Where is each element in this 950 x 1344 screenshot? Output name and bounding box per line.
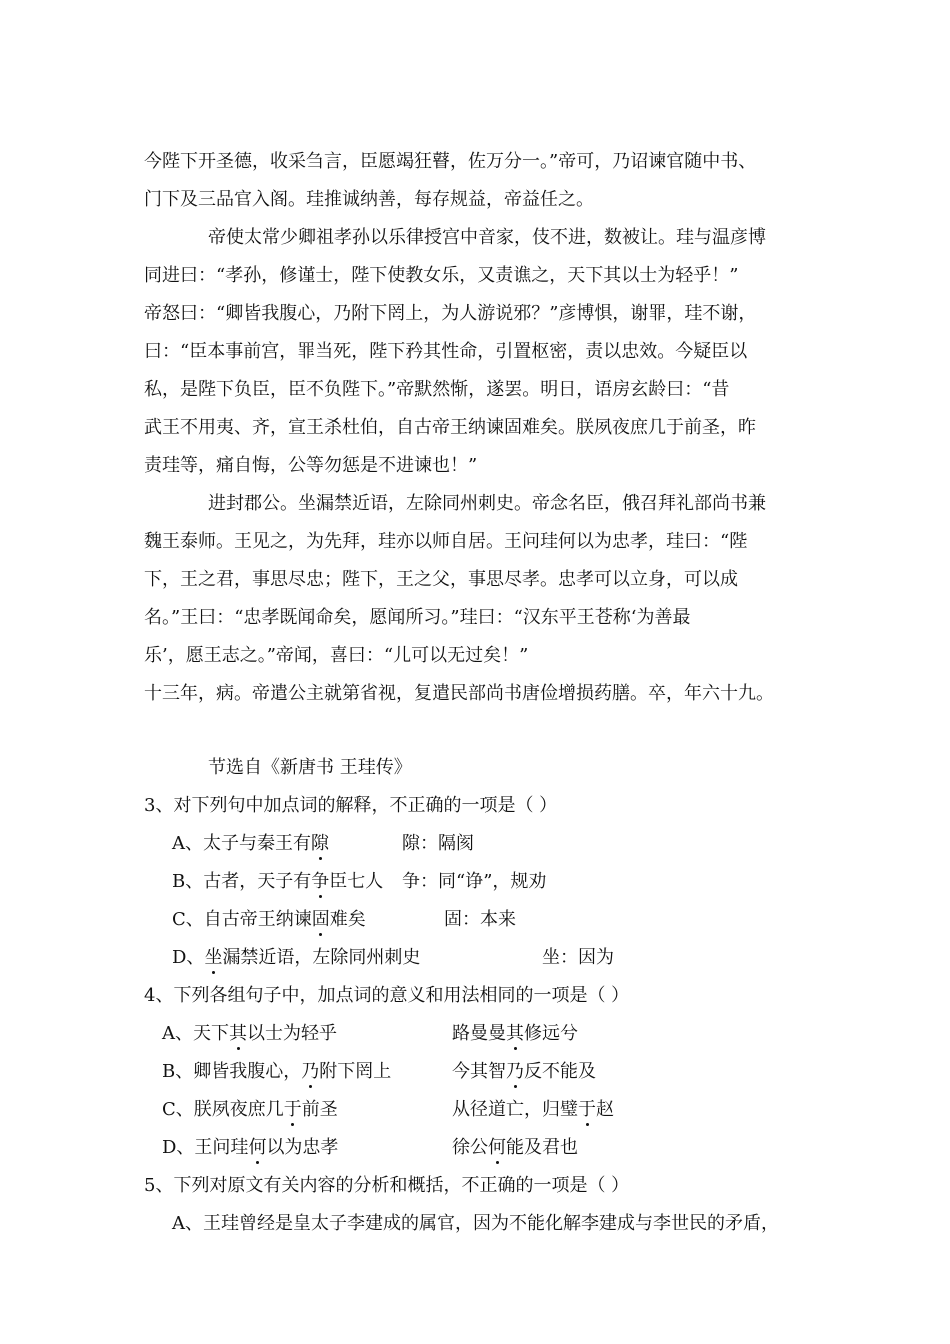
question-4-stem: 4、下列各组句子中，加点词的意义和用法相同的一项是（ ） xyxy=(144,985,630,1006)
q3-option-d xyxy=(172,946,420,970)
q3-option-b-gloss: 争：同“诤”，规劝 xyxy=(402,871,547,892)
q5-option-a: A、王珪曾经是皇太子李建成的属官，因为不能化解李建成与李世民的矛盾， xyxy=(172,1213,779,1234)
dotted-word: 乃 xyxy=(506,1061,524,1082)
passage-line: 武王不用夷、齐，宣王杀杜伯，自古帝王纳谏固难矣。朕夙夜庶几于前圣，昨 xyxy=(144,417,756,438)
dotted-word: 其 xyxy=(506,1023,524,1044)
option-text: 今其智 xyxy=(452,1061,506,1082)
option-text: 以士为轻乎 xyxy=(247,1023,337,1044)
passage-line: 帝怒曰：“卿皆我腹心，乃附下罔上，为人游说邪？”彦博惧，谢罪，珪不谢， xyxy=(144,303,757,324)
question-5-stem: 5、下列对原文有关内容的分析和概括，不正确的一项是（ ） xyxy=(144,1175,630,1196)
option-text: D、王问珪 xyxy=(162,1137,249,1158)
q4-option-d-left xyxy=(162,1136,338,1160)
q3-option-c xyxy=(172,908,366,932)
option-text: 臣七人 xyxy=(329,871,384,892)
q4-option-a-left xyxy=(162,1022,337,1046)
q3-option-c-gloss: 固：本来 xyxy=(444,909,516,930)
q4-option-a-right xyxy=(452,1022,578,1046)
q4-option-b-right xyxy=(452,1060,596,1084)
option-text: 前圣 xyxy=(301,1099,338,1120)
passage-line: 曰：“臣本事前宫，罪当死，陛下矜其性命，引置枢密，责以忠效。今疑臣以 xyxy=(144,341,748,362)
passage-line: 私，是陛下负臣，臣不负陛下。”帝默然惭，遂罢。明日，语房玄龄曰：“昔 xyxy=(144,379,730,400)
source-note: 节选自《新唐书 王珪传》 xyxy=(208,757,412,778)
option-text: 修远兮 xyxy=(524,1023,578,1044)
q3-option-d-gloss: 坐：因为 xyxy=(542,947,614,968)
option-text: 难矣 xyxy=(329,909,366,930)
dotted-word: 其 xyxy=(229,1023,247,1044)
option-text: D、 xyxy=(172,947,205,968)
q4-option-b-left xyxy=(162,1060,391,1084)
dotted-word: 于 xyxy=(283,1099,302,1120)
option-text: 漏禁近语，左除同州刺史 xyxy=(222,947,421,968)
passage-line: 同进曰：“孝孙，修谨士，陛下使教女乐，又责谯之，天下其以士为轻乎！” xyxy=(144,265,739,286)
option-text: A、太子与秦王有 xyxy=(172,833,311,854)
option-text: 路曼曼 xyxy=(452,1023,506,1044)
passage-line: 门下及三品官入阁。珪推诚纳善，每存规益，帝益任之。 xyxy=(144,189,594,210)
option-text: A、天下 xyxy=(162,1023,229,1044)
option-text: 反不能及 xyxy=(524,1061,596,1082)
passage-line: 今陛下开圣德，收采刍言，臣愿竭狂瞽，佐万分一。”帝可，乃诏谏官随中书、 xyxy=(144,151,757,172)
option-text: 徐公 xyxy=(452,1137,488,1158)
q3-option-a xyxy=(172,832,329,856)
passage-line: 下，王之君，事思尽忠；陛下，王之父，事思尽孝。忠孝可以立身，可以成 xyxy=(144,569,738,590)
passage-line: 十三年，病。帝遣公主就第省视，复遣民部尚书唐俭增损药膳。卒，年六十九。 xyxy=(144,683,774,704)
option-text: 赵 xyxy=(596,1099,614,1120)
option-text: C、朕夙夜庶几 xyxy=(162,1099,284,1120)
question-3-stem: 3、对下列句中加点词的解释，不正确的一项是（ ） xyxy=(144,795,558,816)
dotted-word: 于 xyxy=(578,1099,596,1120)
q4-option-c-right xyxy=(452,1098,614,1122)
option-text: B、卿皆我腹心， xyxy=(162,1061,302,1082)
dotted-word: 何 xyxy=(248,1137,267,1158)
passage-line: 名。”王曰：“忠孝既闻命矣，愿闻所习。”珪曰：“汉东平王苍称‘为善最 xyxy=(144,607,691,628)
q3-option-a-gloss: 隙：隔阂 xyxy=(402,833,474,854)
dotted-word: 坐 xyxy=(204,947,223,968)
dotted-word: 争 xyxy=(311,871,330,892)
passage-line: 进封郡公。坐漏禁近语，左除同州刺史。帝念名臣，俄召拜礼部尚书兼 xyxy=(208,493,766,514)
q3-option-b xyxy=(172,870,383,894)
option-text: 能及君也 xyxy=(506,1137,578,1158)
dotted-word: 隙 xyxy=(311,833,329,854)
q4-option-c-left xyxy=(162,1098,338,1122)
passage-line: 责珪等，痛自悔，公等勿惩是不进谏也！” xyxy=(144,455,478,476)
option-text: 从径道亡，归璧 xyxy=(452,1099,578,1120)
q4-option-d-right xyxy=(452,1136,578,1160)
dotted-word: 乃 xyxy=(301,1061,320,1082)
option-text: B、古者，天子有 xyxy=(172,871,312,892)
passage-line: 乐’，愿王志之。”帝闻，喜曰：“儿可以无过矣！” xyxy=(144,645,529,666)
option-text: C、自古帝王纳谏 xyxy=(172,909,312,930)
passage-line: 魏王泰师。王见之，为先拜，珪亦以师自居。王问珪何以为忠孝，珪曰：“陛 xyxy=(144,531,748,552)
passage-line: 帝使太常少卿祖孝孙以乐律授宫中音家，伎不进，数被让。珪与温彦博 xyxy=(208,227,766,248)
option-text: 以为忠孝 xyxy=(266,1137,339,1158)
dotted-word: 固 xyxy=(311,909,330,930)
option-text: 附下罔上 xyxy=(319,1061,392,1082)
dotted-word: 何 xyxy=(488,1137,506,1158)
